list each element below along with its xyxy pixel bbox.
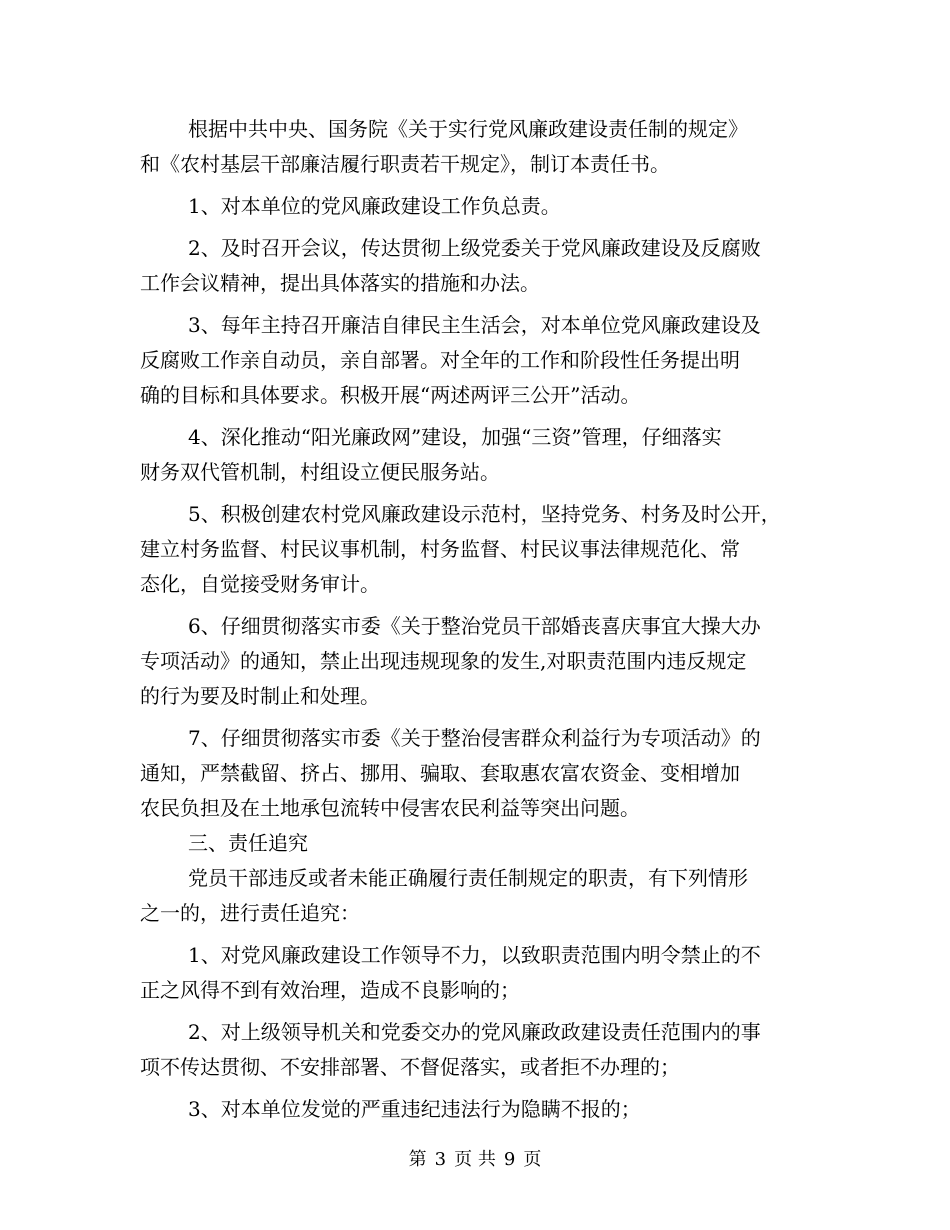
- paragraph-line: 态化，自觉接受财务审计。: [140, 572, 380, 596]
- paragraph-line: 和《农村基层干部廉洁履行职责若干规定》，制订本责任书。: [140, 152, 670, 176]
- paragraph-line: 专项活动》的通知，禁止出现违规现象的发生,对职责范围内违反规定: [140, 649, 747, 673]
- paragraph-line: 项不传达贯彻、不安排部署、不督促落实，或者拒不办理的；: [140, 1055, 680, 1079]
- paragraph-line: 建立村务监督、村民议事机制，村务监督、村民议事法律规范化、常: [140, 537, 740, 561]
- paragraph-line: 农民负担及在土地承包流转中侵害农民利益等突出问题。: [140, 796, 640, 820]
- page-footer: [0, 1148, 950, 1172]
- paragraph-line: 3、每年主持召开廉洁自律民主生活会，对本单位党风廉政建设及: [188, 313, 761, 337]
- paragraph-line: 根据中共中央、国务院《关于实行党风廉政建设责任制的规定》: [188, 117, 748, 141]
- paragraph-line: 正之风得不到有效治理，造成不良影响的；: [140, 978, 520, 1002]
- paragraph-line: 3、对本单位发觉的严重违纪违法行为隐瞒不报的；: [188, 1097, 641, 1121]
- paragraph-line: 1、对党风廉政建设工作领导不力，以致职责范围内明令禁止的不: [188, 943, 761, 967]
- paragraph-line: 的行为要及时制止和处理。: [140, 684, 380, 708]
- paragraph-line: 1、对本单位的党风廉政建设工作负总责。: [188, 194, 561, 218]
- paragraph-line: 4、深化推动“阳光廉政网”建设，加强“三资”管理，仔细落实: [188, 425, 722, 449]
- paragraph-line: 之一的，进行责任追究：: [140, 901, 360, 925]
- paragraph-line: 6、仔细贯彻落实市委《关于整治党员干部婚丧喜庆事宜大操大办: [188, 614, 761, 638]
- paragraph-line: 2、及时召开会议，传达贯彻上级党委关于党风廉政建设及反腐败: [188, 236, 761, 260]
- paragraph-line: 确的目标和具体要求。积极开展“两述两评三公开”活动。: [140, 383, 641, 407]
- page-number: 3: [434, 1149, 447, 1170]
- total-pages: 9: [503, 1149, 516, 1170]
- paragraph-line: 工作会议精神，提出具体落实的措施和办法。: [140, 271, 540, 295]
- paragraph-line: 财务双代管机制，村组设立便民服务站。: [140, 460, 500, 484]
- paragraph-line: 5、积极创建农村党风廉政建设示范村，坚持党务、村务及时公开，: [188, 502, 781, 526]
- paragraph-line: 通知，严禁截留、挤占、挪用、骗取、套取惠农富农资金、变相增加: [140, 761, 740, 785]
- section-heading: 三、责任追究: [188, 831, 308, 855]
- paragraph-line: 反腐败工作亲自动员，亲自部署。对全年的工作和阶段性任务提出明: [140, 348, 740, 372]
- paragraph-line: 党员干部违反或者未能正确履行责任制规定的职责，有下列情形: [188, 866, 748, 890]
- footer-prefix: 第: [408, 1149, 427, 1170]
- paragraph-line: 7、仔细贯彻落实市委《关于整治侵害群众利益行为专项活动》的: [188, 726, 761, 750]
- footer-middle: 页 共: [454, 1149, 496, 1170]
- paragraph-line: 2、对上级领导机关和党委交办的党风廉政政建设责任范围内的事: [188, 1020, 761, 1044]
- document-body: [140, 112, 812, 1127]
- footer-suffix: 页: [523, 1149, 542, 1170]
